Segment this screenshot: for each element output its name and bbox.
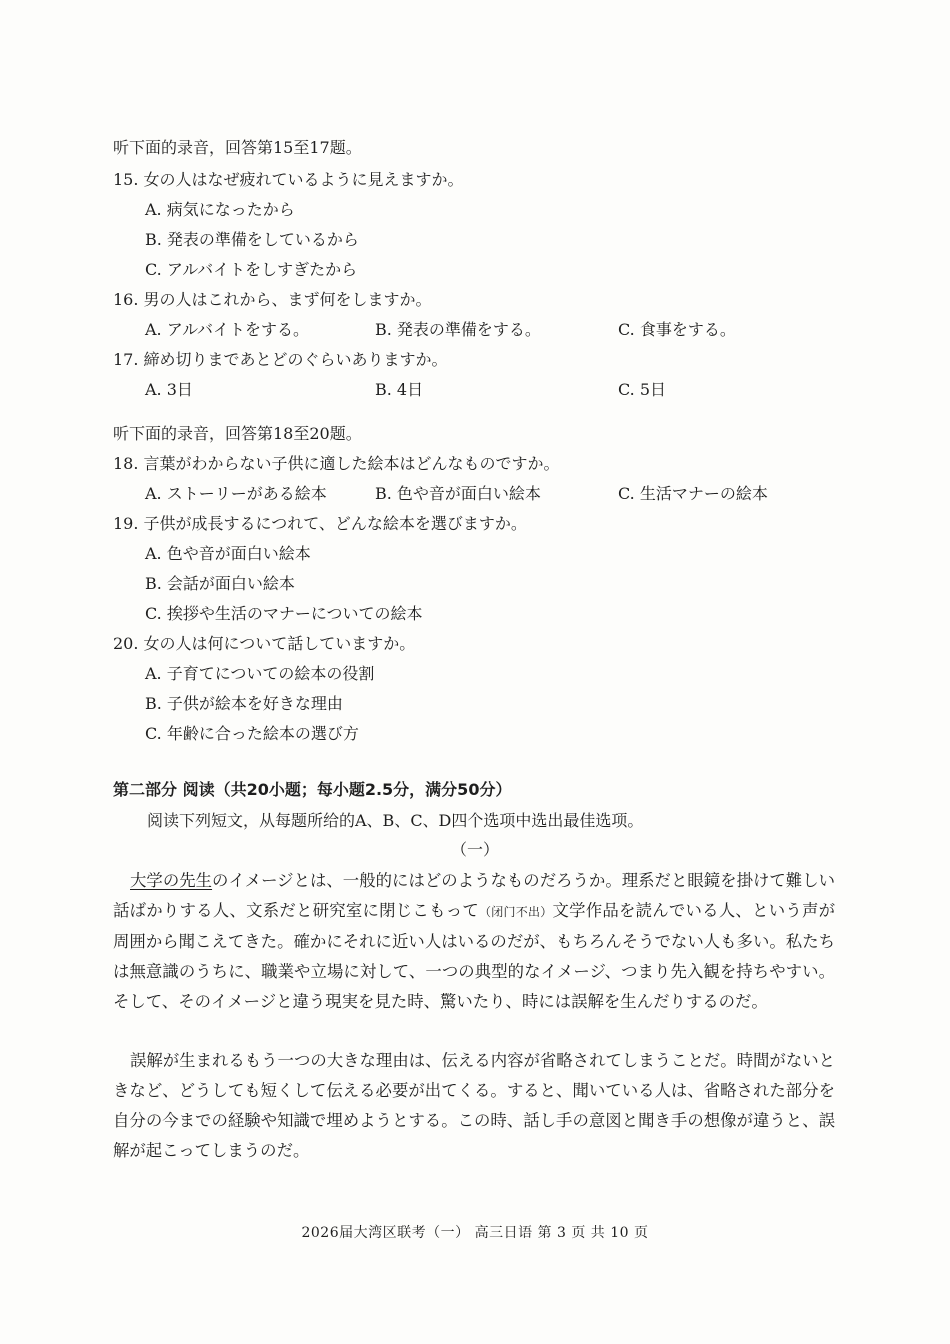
question-19-option-c: C. 挨拶や生活のマナーについての絵本	[145, 604, 423, 623]
question-19-stem: 19. 子供が成長するにつれて、どんな絵本を選びますか。	[113, 514, 527, 533]
question-16-option-b: B. 発表の準備をする。	[375, 320, 541, 339]
passage-paragraph-2: 誤解が生まれるもう一つの大きな理由は、伝える内容が省略されてしまうことだ。時間がないときなど、どうしても短くして伝える必要が出てくる。すると、聞いている人は、省略された部分を自分の今までの経験や知識で埋めようとする。この時、話し手の意図と聞き手の想像が違うと、誤解が起こってしまうのだ。	[113, 1051, 835, 1160]
question-19-option-b: B. 会話が面白い絵本	[145, 574, 295, 593]
question-20-option-b: B. 子供が絵本を好きな理由	[145, 694, 343, 713]
question-18-option-c: C. 生活マナーの絵本	[618, 484, 768, 503]
question-17-stem: 17. 締め切りまであとどのぐらいありますか。	[113, 350, 448, 369]
section-intro-18-20: 听下面的录音，回答第18至20题。	[113, 424, 362, 443]
page-footer: 2026届大湾区联考（一） 高三日语 第 3 页 共 10 页	[301, 1225, 649, 1241]
question-15-option-c: C. アルバイトをしすぎたから	[145, 260, 358, 279]
question-15-option-b: B. 発表の準備をしているから	[145, 230, 359, 249]
question-20-option-a: A. 子育てについての絵本の役割	[145, 664, 375, 683]
question-18-option-a: A. ストーリーがある絵本	[145, 484, 327, 503]
question-17-option-a: A. 3日	[145, 380, 193, 399]
question-16-stem: 16. 男の人はこれから、まず何をしますか。	[113, 290, 432, 309]
passage-paragraph-1	[113, 866, 835, 1017]
part2-heading: 第二部分 阅读（共20小题；每小题2.5分，满分50分）	[113, 780, 512, 799]
question-15-stem: 15. 女の人はなぜ疲れているように見えますか。	[113, 170, 464, 189]
question-16-option-c: C. 食事をする。	[618, 320, 736, 339]
question-15-option-a: A. 病気になったから	[145, 200, 295, 219]
question-18-option-b: B. 色や音が面白い絵本	[375, 484, 541, 503]
question-16-option-a: A. アルバイトをする。	[145, 320, 309, 339]
passage-number: （一）	[450, 840, 499, 859]
question-17-option-c: C. 5日	[618, 380, 667, 399]
underlined-phrase: 大学の先生	[130, 871, 213, 890]
question-20-stem: 20. 女の人は何について話していますか。	[113, 634, 416, 653]
question-17-option-b: B. 4日	[375, 380, 424, 399]
question-18-stem: 18. 言葉がわからない子供に適した絵本はどんなものですか。	[113, 454, 560, 473]
paragraph-1-text-b: 文学作品を読んでいる人、という声が周囲から聞こえてきた。確かにそれに近い人はいるのだが、もちろんそうでない人も多い。私たちは無意識のうちに、職業や立場に対して、一つの典型的なイメージ、つまり先入観を持ちやすい。そして、そのイメージと違う現実を見た時、驚いたり、時には誤解を生んだりするのだ。	[113, 901, 835, 1011]
section-intro-15-17: 听下面的录音，回答第15至17题。	[113, 138, 362, 157]
paragraph-1-text-a: のイメージとは、一般的にはどのようなものだろうか。理系だと眼鏡を掛けて難しい話ばかりする人、文系だと研究室に閉じこもって	[113, 871, 836, 920]
gloss-note: （闭门不出）	[478, 905, 553, 919]
question-20-option-c: C. 年齢に合った絵本の選び方	[145, 724, 359, 743]
part2-instruction: 阅读下列短文，从每题所给的A、B、C、D四个选项中选出最佳选项。	[147, 811, 644, 830]
question-19-option-a: A. 色や音が面白い絵本	[145, 544, 311, 563]
